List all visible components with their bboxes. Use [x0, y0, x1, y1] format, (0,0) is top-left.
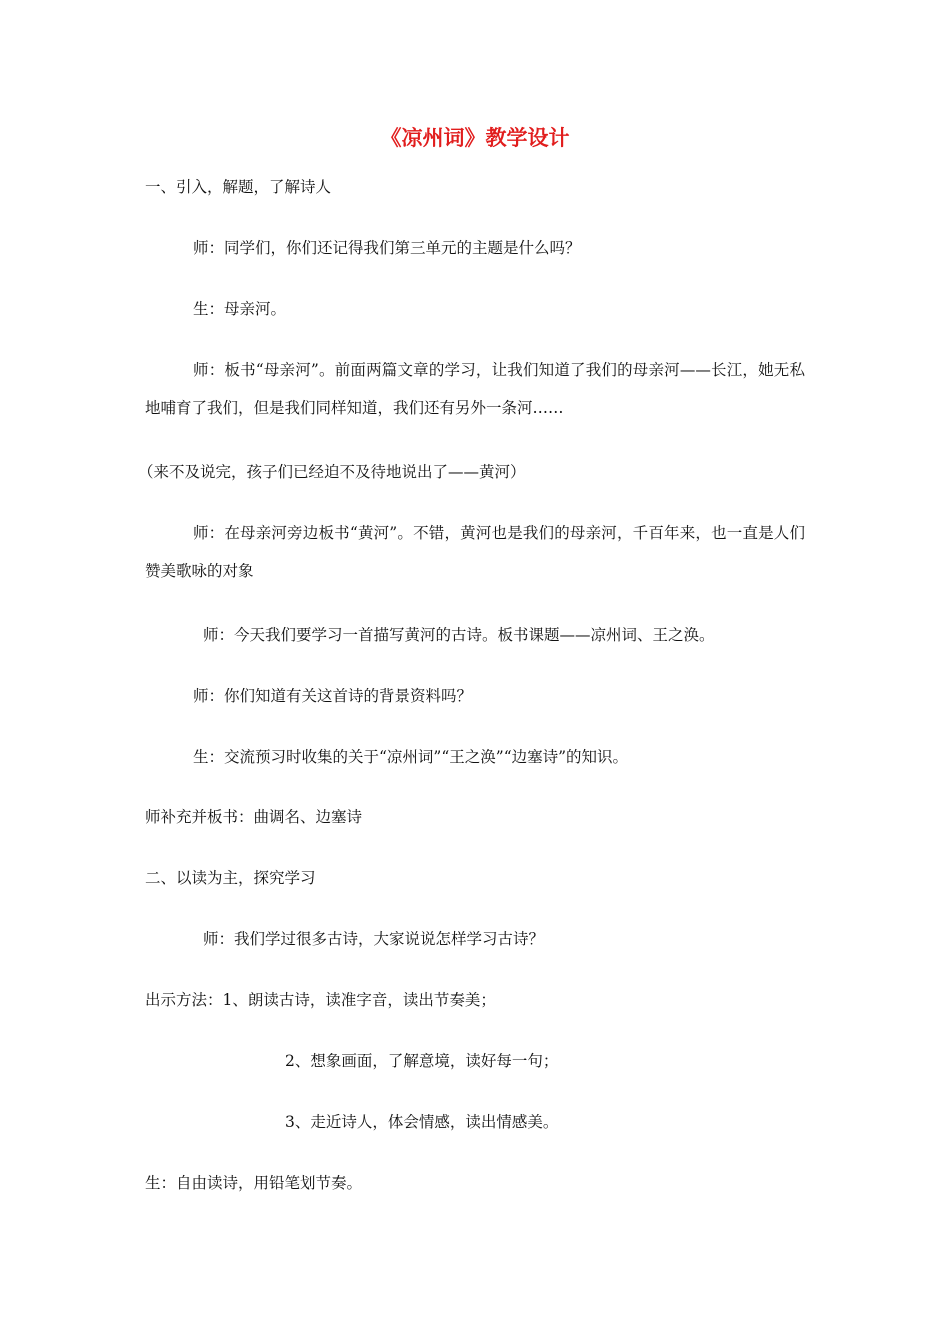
- paragraph: 生：母亲河。: [193, 300, 287, 318]
- paragraph: 师：我们学过很多古诗，大家说说怎样学习古诗？: [203, 930, 545, 948]
- section-heading-1: 一、引入，解题，了解诗人: [145, 178, 332, 196]
- paragraph: 师：今天我们要学习一首描写黄河的古诗。板书课题——凉州词、王之涣。: [203, 626, 715, 644]
- paragraph: 生：自由读诗，用铅笔划节奏。: [145, 1174, 363, 1192]
- paragraph: 生：交流预习时收集的关于“凉州词”“王之涣”“边塞诗”的知识。: [193, 748, 629, 766]
- method-item-2: 2、想象画面，了解意境，读好每一句；: [285, 1052, 559, 1070]
- paragraph: 师：同学们，你们还记得我们第三单元的主题是什么吗？: [193, 239, 581, 257]
- method-item-3: 3、走近诗人，体会情感，读出情感美。: [285, 1113, 559, 1131]
- paragraph: 师：你们知道有关这首诗的背景资料吗？: [193, 687, 473, 705]
- section-heading-2: 二、以读为主，探究学习: [145, 869, 316, 887]
- paragraph: 师补充并板书：曲调名、边塞诗: [145, 808, 363, 826]
- paragraph: 师：板书“母亲河”。前面两篇文章的学习，让我们知道了我们的母亲河——长江，她无私地哺育了我们，但是我们同样知道，我们还有另外一条河……: [145, 361, 805, 417]
- document-title: 《凉州词》教学设计: [380, 125, 570, 150]
- paragraph: 师：在母亲河旁边板书“黄河”。不错，黄河也是我们的母亲河，千百年来，也一直是人们赞美歌咏的对象: [145, 524, 805, 580]
- paragraph: （来不及说完，孩子们已经迫不及待地说出了——黄河）: [138, 463, 526, 481]
- method-item-1: 出示方法：1、朗读古诗，读准字音，读出节奏美；: [145, 991, 496, 1009]
